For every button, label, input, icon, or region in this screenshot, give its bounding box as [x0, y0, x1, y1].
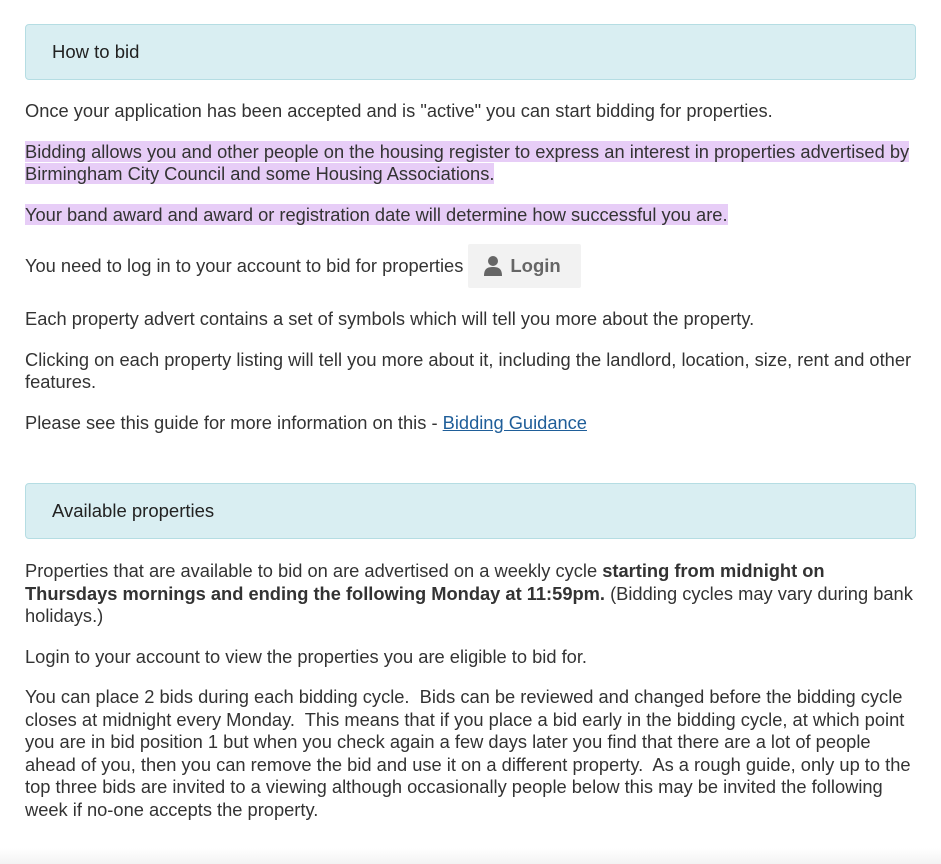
- bids-explanation-text: You can place 2 bids during each bidding cycle. Bids can be reviewed and changed before the bidding cycle closes at midnight every Monday. This means that if you place a bid early in the bidding cycle, at which point you are in bid position 1 but when you check again a few days later you find that there are a lot of people ahead of you, then you can remove the bid and use it on a different property. As a rough guide, only up to the top three bids are invited to a viewing although occasionally people below this may be invited the following week if no-one accepts the property.: [25, 686, 916, 820]
- symbols-text: Each property advert contains a set of symbols which will tell you more about the property.: [25, 308, 755, 329]
- bidding-explanation-highlight: Bidding allows you and other people on the housing register to express an interest in properties advertised by Birmingham City Council and some Housing Associations.: [25, 140, 910, 184]
- login-row: [25, 244, 916, 288]
- login-to-view-text: Login to your account to view the properties you are eligible to bid for.: [25, 645, 587, 667]
- bidding-guidance-link[interactable]: Bidding Guidance: [442, 411, 587, 433]
- weekly-cycle-start: Properties that are available to bid on are advertised on a weekly cycle: [25, 560, 603, 581]
- weekly-cycle-text: [25, 560, 916, 628]
- application-active-text: Once your application has been accepted and is "active" you can start bidding for properties.: [25, 100, 773, 121]
- weekly-cycle-end: (Bidding cycles may vary during bank holidays.): [25, 582, 913, 626]
- login-instruction-text: You need to log in to your account to bid for properties: [25, 254, 464, 276]
- property-listing-text: Clicking on each property listing will tell you more about it, including the landlord, location, size, rent and other features.: [25, 348, 912, 392]
- login-button[interactable]: [468, 244, 581, 288]
- login-button-label: Login: [510, 254, 561, 276]
- band-award-text: [25, 204, 916, 227]
- bidding-explanation-text: [25, 141, 916, 186]
- weekly-cycle-bold: starting from midnight on Thursdays mornings and ending the following Monday at 11:59pm.: [25, 560, 825, 604]
- available-properties-heading: Available properties: [25, 483, 916, 539]
- guide-prefix: Please see this guide for more information on this -: [25, 411, 443, 433]
- guide-text: [25, 412, 916, 435]
- bottom-fade: [0, 848, 941, 864]
- user-icon: [484, 255, 502, 277]
- band-award-highlight: Your band award and award or registration date will determine how successful you are.: [25, 203, 728, 225]
- how-to-bid-heading: How to bid: [25, 24, 916, 80]
